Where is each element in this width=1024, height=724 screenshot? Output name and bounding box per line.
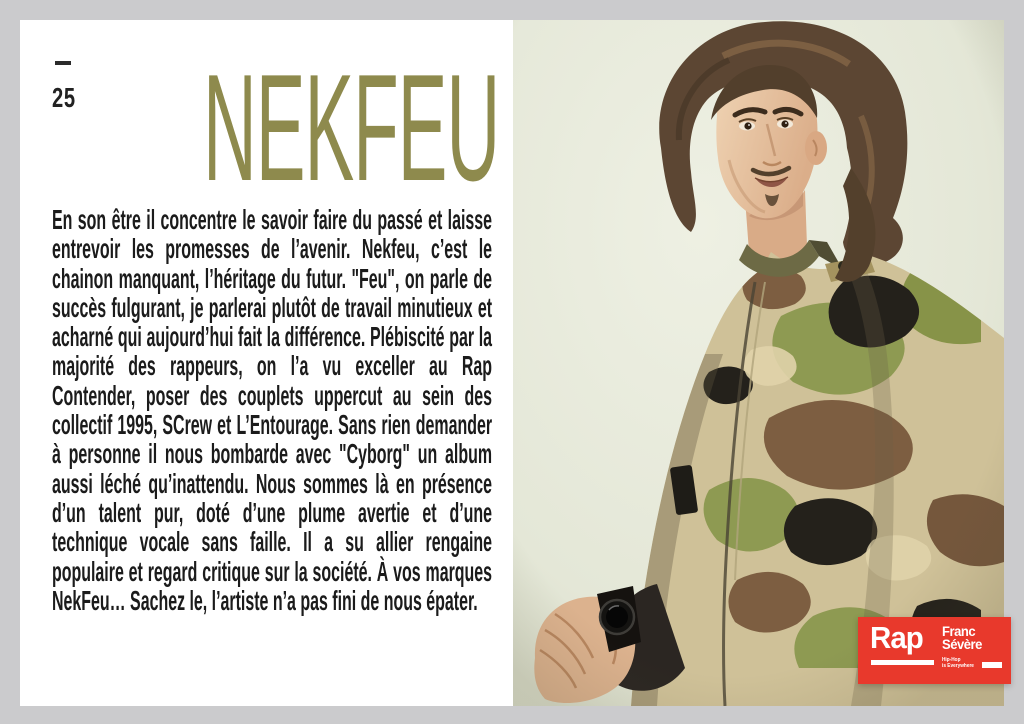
page-number: 25 <box>52 82 76 113</box>
logo-underline-bar <box>871 660 934 665</box>
logo-tagline-text <box>942 658 974 669</box>
editorial-column <box>20 20 513 706</box>
page-number-dash <box>55 61 71 65</box>
logo-name-line1: Franc <box>942 623 976 639</box>
nekfeu-portrait-illustration <box>513 20 1004 706</box>
logo-tagline-line2: is Everywhere <box>942 662 974 669</box>
page-title: NEKFEU <box>203 43 500 213</box>
article-text: En son être il concentre le savoir faire du passé et laisse entrevoir les promesses de l’avenir. Nekfeu, c’est le chainon manquant, l’héritage du futur. "Feu", on parle de succès fulgurant, je parlerai plutôt de travail minutieux et acharné qui aujourd’hui fait la différence. Plébiscité par la majorité des rappeurs, on l’a vu exceller au Rap Contender, poser des couplets uppercut au sein des collectif 1995, SCrew et L’Entourage. Sans rien demander à personne il nous bombarde avec "Cyborg" un album aussi léché qu’inattendu. Nous sommes là en présence d’un talent pur, doté d’une plume avertie et d’une technique vocale sans faille. Il a su allier rengaine populaire et regard critique sur la société. À vos marques NekFeu… Sachez le, l’artiste n’a pas fini de nous épater. <box>52 204 493 616</box>
rap-franc-severe-logo <box>858 617 1011 684</box>
logo-brand-text: Rap <box>870 620 923 655</box>
logo-name-line2: Sévère <box>942 635 982 652</box>
nekfeu-photo <box>513 20 1004 706</box>
vignette <box>513 20 1004 706</box>
logo-tagline-bar <box>982 662 1002 668</box>
logo-tagline-line1: Hip-Hop <box>942 657 961 663</box>
logo-name-text <box>942 625 982 650</box>
magazine-page <box>20 20 1004 706</box>
